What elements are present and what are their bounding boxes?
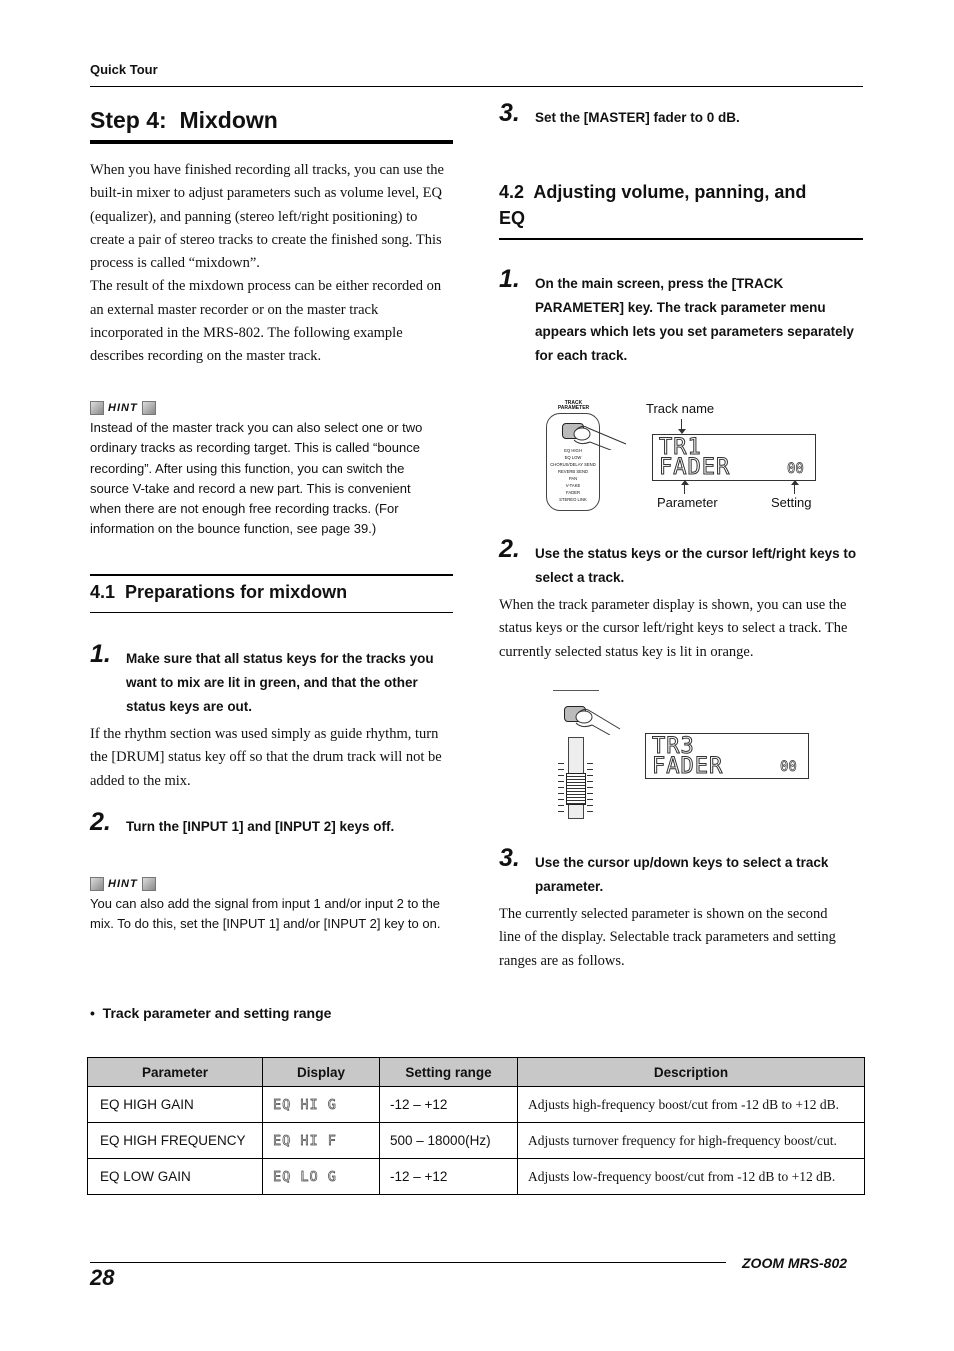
lcd-display <box>645 733 809 779</box>
header-rule <box>90 86 863 87</box>
pressing-finger-icon <box>568 420 628 450</box>
lcd-line-1: TR3 <box>652 734 695 759</box>
cell-range: -12 – +12 <box>380 1159 518 1195</box>
table-row <box>88 1087 865 1123</box>
cell-parameter: EQ LOW GAIN <box>88 1159 263 1195</box>
step-body: The currently selected parameter is shown on the second line of the display. Selectable track parameters and setting ranges are as follows. <box>499 906 836 969</box>
arrow-up-icon <box>794 484 795 494</box>
hint-text: Instead of the master track you can also select one or two ordinary tracks as recording target. This is called “bounce recording”. After using this function, you can switch the source V-take and record a new part. This is convenient when there are not enough free recording tracks. (For information on the bounce function, see page 39.) <box>90 420 423 537</box>
parameter-table <box>87 1057 865 1195</box>
footer-rule <box>90 1262 726 1263</box>
hint-bullet-icon <box>90 877 104 891</box>
section-rule-bottom <box>499 238 863 240</box>
lcd-line-2: FADER <box>652 754 724 779</box>
status-key-bracket <box>553 690 599 697</box>
fader-scale <box>558 763 564 813</box>
hint-label: HINT <box>90 877 156 891</box>
label-parameter: Parameter <box>657 495 718 510</box>
cell-range: 500 – 18000(Hz) <box>380 1123 518 1159</box>
label-setting: Setting <box>771 495 812 510</box>
cell-display: EQ HI G <box>263 1087 380 1123</box>
hint-label: HINT <box>90 401 156 415</box>
panel-item-list: EQ HIGH EQ LOW CHORUS/DELAY SEND REVERB SEND PAN V-TAKE FADER STEREO LINK <box>550 448 596 502</box>
cell-display: EQ HI F <box>263 1123 380 1159</box>
running-header: Quick Tour <box>90 62 158 77</box>
step-body: If the rhythm section was used simply as guide rhythm, turn the [DRUM] status key off so that the drum track will not be added to the mix. <box>90 726 442 789</box>
step-number: 1. <box>499 265 520 293</box>
step-instruction: On the main screen, press the [TRACK PARAMETER] key. The track parameter menu appears which lets you set parameters separately for each track. <box>535 276 854 363</box>
cell-description: Adjusts turnover frequency for high-frequency boost/cut. <box>518 1123 865 1159</box>
cell-parameter: EQ HIGH FREQUENCY <box>88 1123 263 1159</box>
hint-text: You can also add the signal from input 1 and/or input 2 to the mix. To do this, set the [INPUT 1] and/or [INPUT 2] key to on. <box>90 896 441 932</box>
hint-bullet-icon <box>142 877 156 891</box>
arrow-up-icon <box>681 480 689 485</box>
column-header: Description <box>518 1058 865 1087</box>
step-number: 2. <box>90 808 111 836</box>
section-title: 4.1 Preparations for mixdown <box>90 582 348 602</box>
cell-display: EQ LO G <box>263 1159 380 1195</box>
section-rule-top <box>90 574 453 576</box>
step-number: 1. <box>90 640 111 668</box>
step-number: 3. <box>499 99 520 127</box>
section-title: 4.2 Adjusting volume, panning, and EQ <box>499 182 807 228</box>
label-track-name: Track name <box>646 401 715 416</box>
step-body: When the track parameter display is shown, you can use the status keys or the cursor left/right keys to select a track. The currently selected status key is lit in orange. <box>499 597 848 660</box>
table-row <box>88 1123 865 1159</box>
panel-title: TRACK PARAMETER <box>557 400 590 411</box>
intro-paragraph: When you have finished recording all tracks, you can use the built-in mixer to adjust parameters such as volume level, EQ (equalizer), and panning (stereo left/right positioning) to create a pair of stereo tracks to create the finished song. This process is called “mixdown”. The result of the mixdown process can be either recorded on an external master recorder or on the master track incorporated in the MRS-802. The following example describes recording on the master track. <box>90 162 444 365</box>
lcd-line-1: TR1 <box>659 435 702 460</box>
step-instruction: Use the status keys or the cursor left/right keys to select a track. <box>535 546 857 585</box>
step-instruction: Make sure that all status keys for the tracks you want to mix are lit in green, and that the other status keys are out. <box>126 651 434 714</box>
cell-parameter: EQ HIGH GAIN <box>88 1087 263 1123</box>
step-title-rule <box>90 140 453 144</box>
pressing-finger-icon <box>570 703 630 735</box>
cell-description: Adjusts low-frequency boost/cut from -12 dB to +12 dB. <box>518 1159 865 1195</box>
table-header-row <box>88 1058 865 1087</box>
section-rule-bottom <box>90 612 453 613</box>
step-instruction: Use the cursor up/down keys to select a track parameter. <box>535 855 829 894</box>
track-parameter-figure <box>540 395 830 520</box>
lcd-display <box>652 434 816 481</box>
lcd-value: 00 <box>787 461 804 477</box>
arrow-up-icon <box>791 480 799 485</box>
hint-bullet-icon <box>142 401 156 415</box>
step-number: 2. <box>499 535 520 563</box>
footer-model: ZOOM MRS-802 <box>742 1255 848 1271</box>
column-header: Parameter <box>88 1058 263 1087</box>
cell-description: Adjusts high-frequency boost/cut from -12 dB to +12 dB. <box>518 1087 865 1123</box>
column-header: Setting range <box>380 1058 518 1087</box>
step-instruction: Turn the [INPUT 1] and [INPUT 2] keys off. <box>126 819 395 834</box>
step-instruction: Set the [MASTER] fader to 0 dB. <box>535 110 740 125</box>
page-number: 28 <box>90 1265 115 1290</box>
fader-scale <box>587 763 593 813</box>
hint-bullet-icon <box>90 401 104 415</box>
track-select-figure <box>548 685 818 820</box>
fader-knob[interactable] <box>566 773 586 805</box>
cell-range: -12 – +12 <box>380 1087 518 1123</box>
table-caption: • Track parameter and setting range <box>90 1005 332 1021</box>
step-number: 3. <box>499 844 520 872</box>
lcd-value: 00 <box>780 759 797 775</box>
column-header: Display <box>263 1058 380 1087</box>
table-row <box>88 1159 865 1195</box>
lcd-line-2: FADER <box>659 455 731 480</box>
arrow-up-icon <box>684 484 685 494</box>
step-title: Step 4: Mixdown <box>90 107 278 133</box>
